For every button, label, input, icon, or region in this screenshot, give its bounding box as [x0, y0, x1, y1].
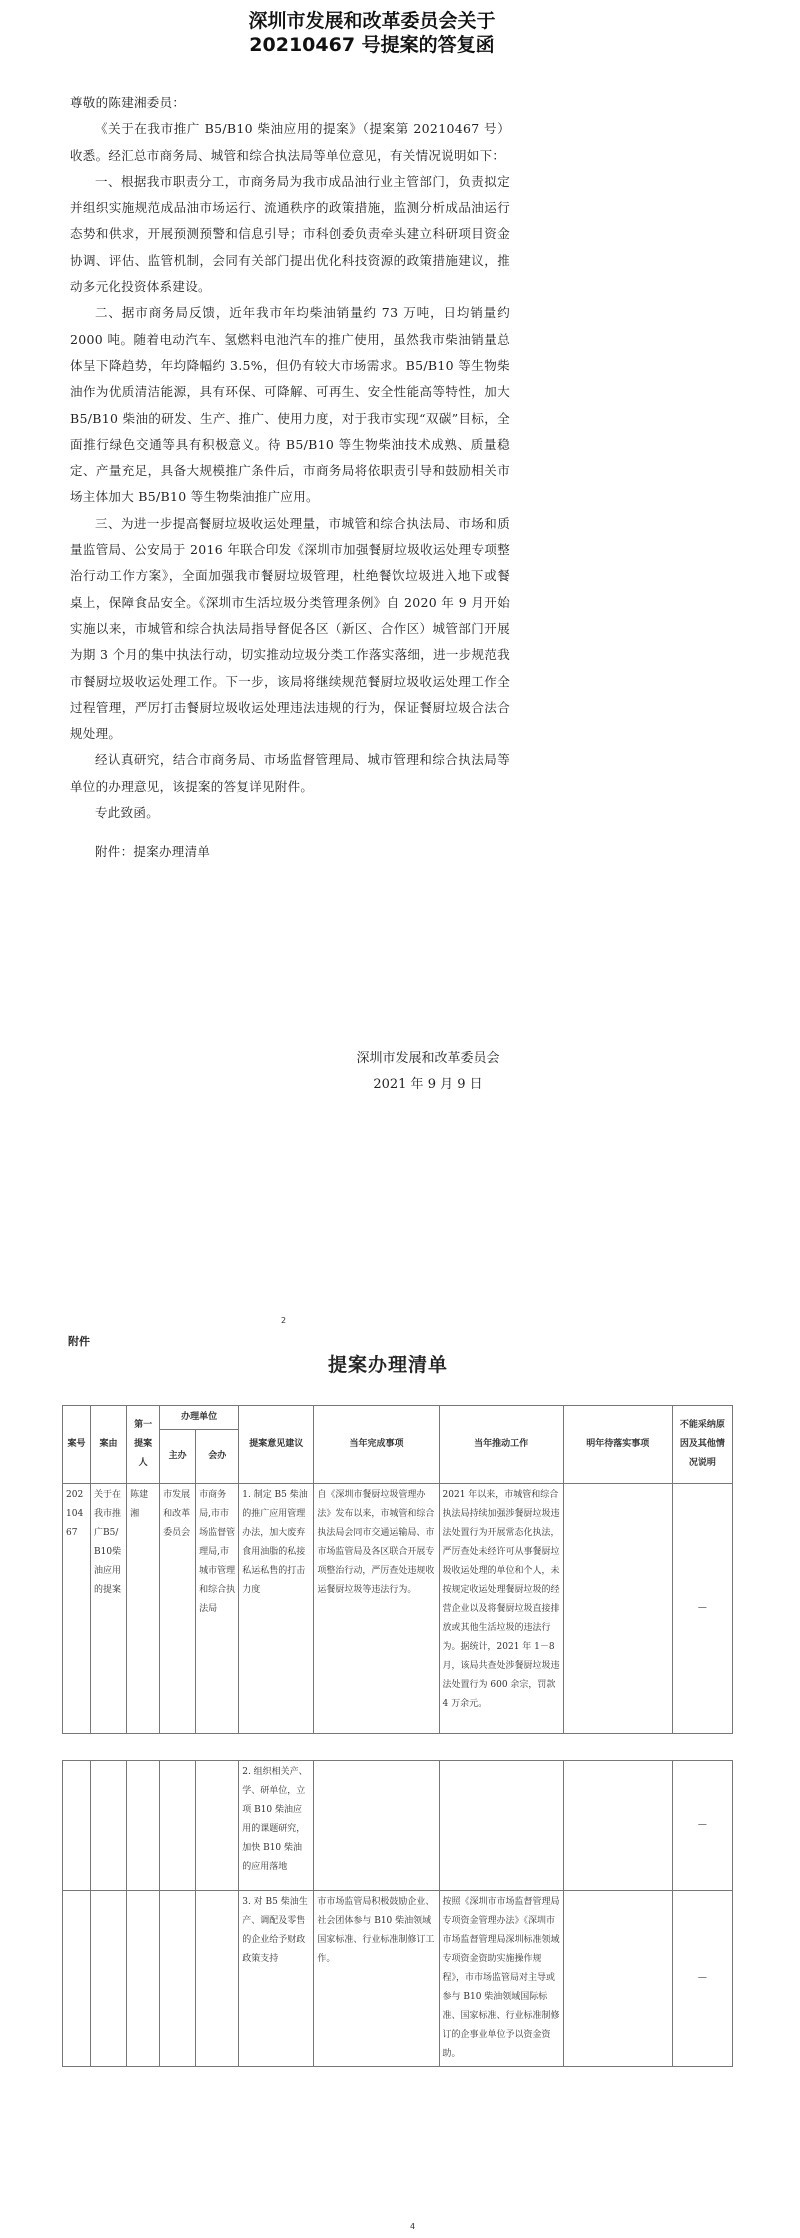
header-lead: 主办	[160, 1430, 196, 1484]
signer-name: 深圳市发展和改革委员会	[356, 1051, 500, 1066]
cell-suggestion: 3. 对 B5 柴油生产、调配及零售的企业给予财政政策支持	[239, 1891, 314, 2067]
paragraph-one: 一、根据我市职责分工，市商务局为我市成品油行业主管部门，负责拟定并组织实施规范成品油市场运行、流通秩序的政策措施，监测分析成品油运行态势和供求，开展预测预警和信息引导；市科创委负责牵头建立科研项目资金协调、评估、监管机制，会同有关部门提出优化科技资源的政策措施建议，推动多元化投资体系建设。	[70, 173, 510, 295]
letter-title-line1: 深圳市发展和改革委员会关于	[248, 10, 496, 32]
cell-first-proposer	[127, 1761, 160, 1891]
attachment-label: 附件	[68, 1335, 90, 1348]
header-done-this-year: 当年完成事项	[314, 1406, 439, 1484]
cell-ongoing: 2021 年以来，市城管和综合执法局持续加强涉餐厨垃圾违法处置行为开展常态化执法，严厉查处未经许可从事餐厨垃圾收运处理的单位和个人，未按规定收运处理餐厨垃圾的经营企业以及将餐厨垃圾直接排放或其他生活垃圾的违法行为。据统计，2021 年 1－8 月，该局共查处涉餐厨垃圾违法处置行为 600 余宗，罚款 4 万余元。	[439, 1484, 563, 1734]
table-row	[63, 1761, 733, 1891]
header-case-no: 案号	[63, 1406, 91, 1484]
header-reason: 不能采纳原因及其他情况说明	[672, 1406, 732, 1484]
cell-case-subject	[91, 1761, 127, 1891]
cell-reason: —	[672, 1484, 732, 1734]
cell-lead	[160, 1891, 196, 2067]
cell-lead: 市发展和改革委员会	[160, 1484, 196, 1734]
signature-block	[338, 1046, 518, 1098]
cell-next	[563, 1891, 672, 2067]
paragraph-conclusion: 经认真研究，结合市商务局、市场监督管理局、城市管理和综合执法局等单位的办理意见，该提案的答复详见附件。	[70, 752, 510, 794]
letter-body	[70, 90, 510, 866]
table-row	[63, 1891, 733, 2067]
letter-title-line2: 20210467 号提案的答复函	[249, 34, 495, 56]
paragraph-two: 二、据市商务局反馈，近年我市年均柴油销量约 73 万吨，日均销量约 2000 吨。随着电动汽车、氢燃料电池汽车的推广使用，虽然我市柴油销量总体呈下降趋势，年均降幅约 3.5%，但仍有较大市场需求。B5/B10 等生物柴油作为优质清洁能源，具有环保、可降解、可再生、安全性能高等特性，加大 B5/B10 柴油的研发、生产、推广、使用力度，对于我市实现“双碳”目标，全面推行绿色交通等具有积极意义。待 B5/B10 等生物柴油技术成熟、质量稳定、产量充足，具备大规模推广条件后，市商务局将依职责引导和鼓励相关市场主体加大 B5/B10 等生物柴油推广应用。	[70, 305, 510, 505]
cell-case-subject	[91, 1891, 127, 2067]
cell-ongoing	[439, 1761, 563, 1891]
cell-case-no	[63, 1891, 91, 2067]
signing-date: 2021 年 9 月 9 日	[373, 1077, 483, 1092]
cell-next	[563, 1484, 672, 1734]
cell-suggestion: 2. 组织相关产、学、研单位，立项 B10 柴油应用的课题研究，加快 B10 柴油的应用落地	[239, 1761, 314, 1891]
cell-done: 市市场监管局积极鼓励企业、社会团体参与 B10 柴油领域国家标准、行业标准制修订工作。	[314, 1891, 439, 2067]
cell-co	[196, 1891, 239, 2067]
cell-suggestion: 1. 制定 B5 柴油的推广应用管理办法，加大废弃食用油脂的私接私运私售的打击力度	[239, 1484, 314, 1734]
list-title: 提案办理清单	[327, 1354, 448, 1376]
cell-done: 自《深圳市餐厨垃圾管理办法》发布以来，市城管和综合执法局会同市交通运输局、市市场监管局及各区联合开展专项整治行动，严厉查处违规收运餐厨垃圾等违法行为。	[314, 1484, 439, 1734]
header-next-year: 明年待落实事项	[563, 1406, 672, 1484]
cell-done	[314, 1761, 439, 1891]
cell-reason: —	[672, 1891, 732, 2067]
proposal-table-continued	[62, 1760, 733, 2067]
cell-case-subject: 关于在我市推广B5/B10柴油应用的提案	[91, 1484, 127, 1734]
cell-co: 市商务局,市市场监督管理局,市城市管理和综合执法局	[196, 1484, 239, 1734]
header-first-proposer: 第一提案人	[127, 1406, 160, 1484]
header-suggestions: 提案意见建议	[239, 1406, 314, 1484]
cell-lead	[160, 1761, 196, 1891]
cell-co	[196, 1761, 239, 1891]
cell-ongoing: 按照《深圳市市场监督管理局专项资金管理办法》《深圳市市场监督管理局深圳标准领域专项资金资助实施操作规程》，市市场监管局对主导或参与 B10 柴油领域国际标准、国家标准、行业标准制修订的企事业单位予以资金资助。	[439, 1891, 563, 2067]
paragraph-three: 三、为进一步提高餐厨垃圾收运处理量，市城管和综合执法局、市场和质量监管局、公安局于 2016 年联合印发《深圳市加强餐厨垃圾收运处理专项整治行动工作方案》，全面加强我市餐厨垃圾管理，杜绝餐饮垃圾进入地下或餐桌上，保障食品安全。《深圳市生活垃圾分类管理条例》自 2020 年 9 月开始实施以来，市城管和综合执法局指导督促各区（新区、合作区）城管部门开展为期 3 个月的集中执法行动，切实推动垃圾分类工作落实落细，进一步规范我市餐厨垃圾收运处理工作。下一步，该局将继续规范餐厨垃圾收运处理工作全过程管理，严厉打击餐厨垃圾收运处理违法违规的行为，保证餐厨垃圾合法合规处理。	[70, 515, 510, 742]
header-ongoing-this-year: 当年推动工作	[439, 1406, 563, 1484]
cell-reason: —	[672, 1761, 732, 1891]
page-number: 4	[410, 2222, 416, 2231]
header-handling-units: 办理单位	[160, 1406, 239, 1430]
header-case-subject: 案由	[91, 1406, 127, 1484]
cell-first-proposer: 陈建湘	[127, 1484, 160, 1734]
header-co: 会办	[196, 1430, 239, 1484]
cell-case-no: 20210467	[63, 1484, 91, 1734]
cell-case-no	[63, 1761, 91, 1891]
salutation: 尊敬的陈建湘委员：	[70, 95, 186, 110]
attachment-note: 附件：提案办理清单	[95, 844, 211, 860]
table-header-row	[63, 1406, 733, 1430]
table-row	[63, 1484, 733, 1734]
cell-first-proposer	[127, 1891, 160, 2067]
proposal-table	[62, 1405, 733, 1734]
page-number: 2	[281, 1316, 287, 1325]
paragraph-intro: 《关于在我市推广 B5/B10 柴油应用的提案》（提案第 20210467 号）收悉。经汇总市商务局、城管和综合执法局等单位意见，有关情况说明如下：	[70, 121, 510, 163]
cell-next	[563, 1761, 672, 1891]
closing-remark: 专此致函。	[95, 805, 160, 821]
